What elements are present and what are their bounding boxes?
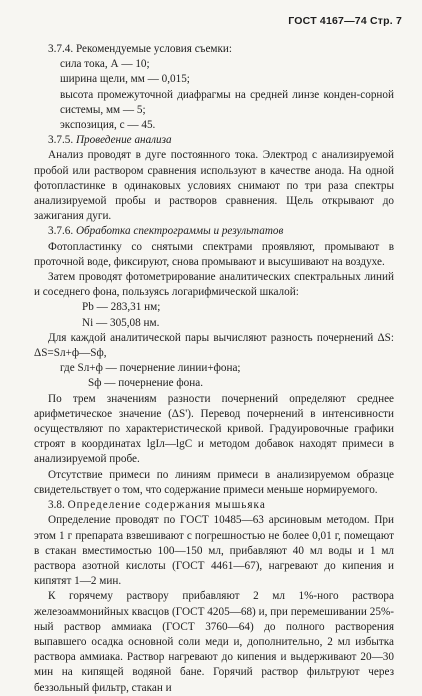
param-exposure: экспозиция, с — 45. [60, 119, 156, 132]
paragraph: Анализ проводят в дуге постоянного тока. Электрод с анализируемой пробой или раствором сравнения используют в качестве анода. На одной фотопластинке в одинаковых условиях снимают по три раза спектры анализируемой пробы и растворов сравнения. Щель открывают до зажигания дуги. [34, 149, 394, 223]
section-number: 3.7.5. [48, 134, 74, 147]
section-title: Обработка спектрограммы и результатов [75, 225, 284, 238]
section-3-7-4: 3.7.4. Рекомендуемые условия съемки: [48, 43, 233, 55]
param-slit-width: ширина щели, мм — 0,015; [60, 73, 190, 86]
paragraph: К горячему раствору прибавляют 2 мл 1%-ного раствора железоаммонийных квасцов (ГОСТ 4205—68) и, при перемешивании 25%-ный раствор аммиака (ГОСТ 3760—64) до полного растворения выпавшего осадка основной соли меди и, дополнительно, 2 мл избытка раствора аммиака. Раствор нагревают до кипения и выдерживают 20—30 мин на кипящей водяной бане. Горячий раствор фильтруют через беззольный фильтр, стакан и [34, 590, 394, 694]
spectral-line-ni: Ni — 305,08 нм. [82, 316, 160, 329]
section-3-7-6 [34, 224, 394, 239]
section-title: Проведение анализа [75, 134, 172, 147]
param-diaphragm: высота промежуточной диафрагмы на средней линзе конден-сорной системы, мм — 5; [60, 88, 394, 116]
paragraph: Определение проводят по ГОСТ 10485—63 арсиновым методом. При этом 1 г препарата взвешивают с погрешностью не более 0,01 г, помещают в стакан вместимостью 100—150 мл, прибавляют 40 мл воды и 1 мл раствора азотной кислоты (ГОСТ 4461—67), нагревают до кипения и кипятят 1—2 мин. [34, 514, 394, 588]
paragraph: Для каждой аналитической пары вычисляют разность почернений ΔS: ΔS=Sл+ф—Sф, [34, 331, 394, 360]
section-number: 3.8. [48, 499, 65, 512]
paragraph: Затем проводят фотометрирование аналитических спектральных линий и соседнего фона, пользуясь логарифмической шкалой: [34, 271, 394, 299]
section-title: Определение содержания мышьяка [67, 499, 266, 512]
section-3-8 [34, 498, 394, 513]
paragraph: Фотопластинку со снятыми спектрами проявляют, промывают в проточной воде, фиксируют, снова промывают и высушивают на воздухе. [34, 240, 394, 268]
definition-background: Sф — почернение фона. [88, 377, 204, 390]
paragraph: По трем значениям разности почернений определяют среднее арифметическое значение (ΔS'). Перевод почернений в интенсивности осуществляют по характеристической кривой. Градуировочные графики строят в координатах lgIл—lgC и методом добавок находят примеси в анализируемой пробе. [34, 392, 394, 466]
section-3-7-5 [34, 133, 394, 148]
page-header: ГОСТ 4167—74 Стр. 7 [288, 15, 402, 27]
definition-line-background: где Sл+ф — почернение линии+фона; [60, 362, 241, 375]
section-number: 3.7.6. [48, 225, 74, 238]
document-body [34, 42, 394, 696]
spectral-line-pb: Pb — 283,31 нм; [82, 301, 161, 314]
paragraph: Отсутствие примеси по линиям примеси в анализируемом образце свидетельствует о том, что содержание примеси меньше нормируемого. [34, 468, 394, 496]
param-current: сила тока, А — 10; [60, 58, 150, 71]
